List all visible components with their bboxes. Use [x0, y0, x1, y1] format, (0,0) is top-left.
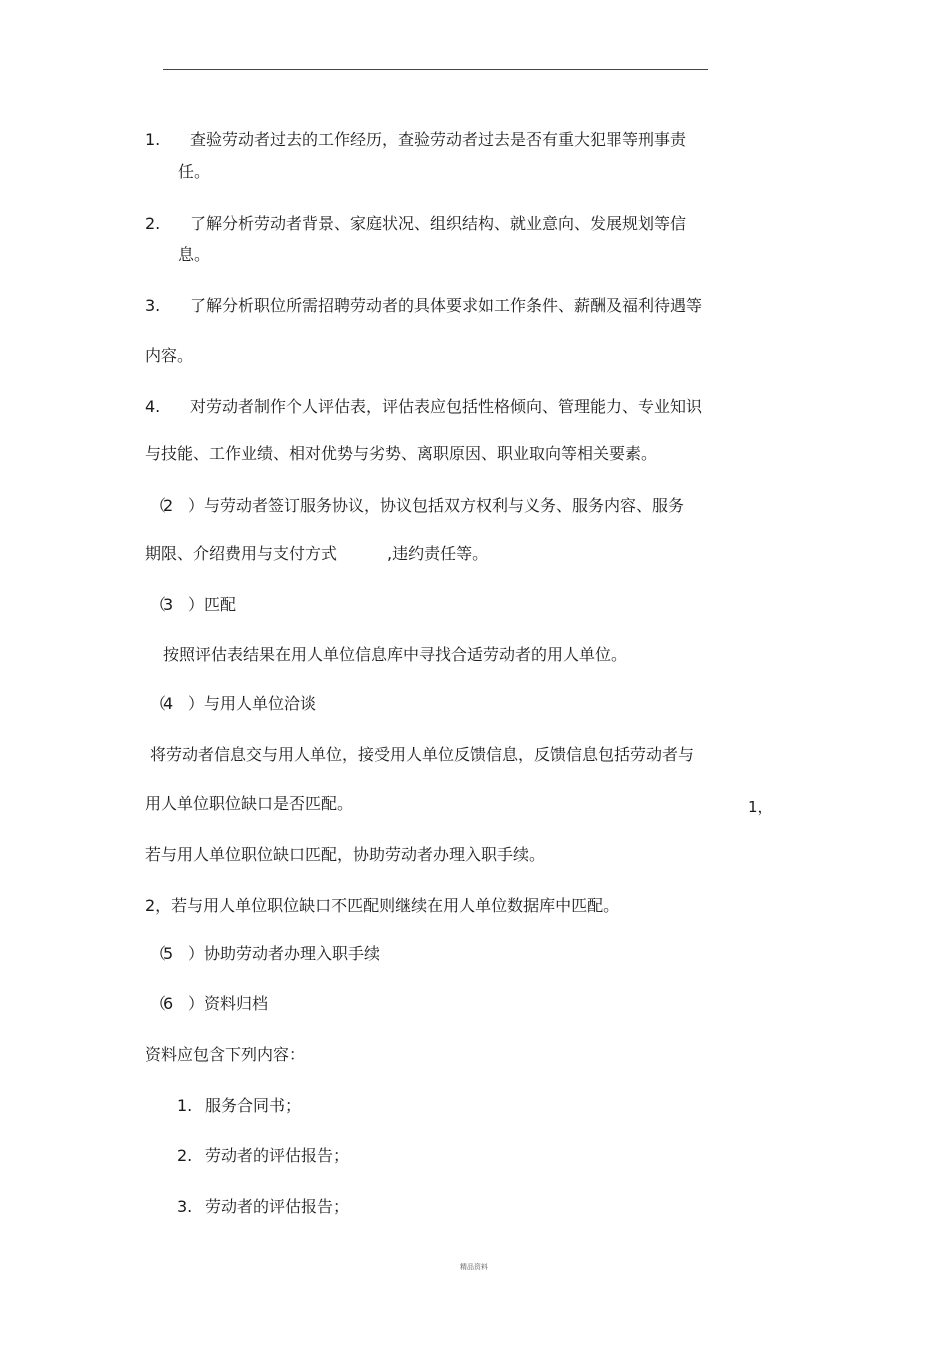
item-2-continuation: 息。 — [178, 245, 211, 264]
item-1 — [145, 130, 686, 150]
step-number: （5 — [150, 944, 171, 963]
item-4-continuation: 与技能、工作业绩、相对优势与劣势、离职原因、职业取向等相关要素。 — [145, 444, 658, 463]
step-text: ）资料归档 — [188, 994, 269, 1013]
step-text: ）协助劳动者办理入职手续 — [188, 944, 381, 963]
step-3 — [150, 595, 236, 615]
item-4 — [145, 397, 702, 417]
step-number: （4 — [150, 694, 171, 713]
step-4-body-1: 将劳动者信息交与用人单位，接受用人单位反馈信息，反馈信息包括劳动者与 — [150, 745, 695, 764]
list-number: 2. — [177, 1146, 193, 1165]
item-1-continuation: 任。 — [178, 162, 211, 181]
archive-item-3 — [177, 1197, 349, 1217]
sub-number: 1， — [748, 798, 773, 816]
step-number: （2 — [150, 496, 171, 515]
item-text: 了解分析劳动者背景、家庭状况、组织结构、就业意向、发展规划等信 — [190, 214, 687, 233]
item-3 — [145, 296, 702, 316]
item-number: 1. — [145, 130, 161, 149]
step-4-body-4: 2，若与用人单位职位缺口不匹配则继续在用人单位数据库中匹配。 — [145, 896, 620, 915]
step-2-continuation-b: ,违约责任等。 — [387, 544, 489, 563]
list-text: 服务合同书； — [205, 1096, 302, 1115]
item-number: 4. — [145, 397, 161, 416]
step-text: ）匹配 — [188, 595, 237, 614]
step-5 — [150, 944, 380, 964]
item-text: 对劳动者制作个人评估表，评估表应包括性格倾向、管理能力、专业知识 — [190, 397, 703, 416]
archive-item-2 — [177, 1146, 349, 1166]
item-number: 2. — [145, 214, 161, 233]
item-2 — [145, 214, 686, 234]
step-4-body-3: 若与用人单位职位缺口匹配，协助劳动者办理入职手续。 — [145, 845, 546, 864]
step-number: （3 — [150, 595, 171, 614]
list-number: 3. — [177, 1197, 193, 1216]
list-text: 劳动者的评估报告； — [205, 1197, 350, 1216]
item-number: 3. — [145, 296, 161, 315]
step-number: （6 — [150, 994, 171, 1013]
step-4-body-2: 用人单位职位缺口是否匹配。 — [145, 794, 354, 813]
list-number: 1. — [177, 1096, 193, 1115]
step-4 — [150, 694, 316, 714]
header-rule — [163, 69, 708, 70]
step-2 — [150, 496, 684, 516]
item-3-continuation: 内容。 — [145, 346, 194, 365]
archive-item-1 — [177, 1096, 301, 1116]
step-2-continuation-a: 期限、介绍费用与支付方式 — [145, 544, 338, 563]
item-text: 查验劳动者过去的工作经历，查验劳动者过去是否有重大犯罪等刑事责 — [190, 130, 687, 149]
list-text: 劳动者的评估报告； — [205, 1146, 350, 1165]
archive-intro: 资料应包含下列内容： — [145, 1045, 306, 1064]
step-text: ）与劳动者签订服务协议，协议包括双方权利与义务、服务内容、服务 — [188, 496, 685, 515]
step-3-body: 按照评估表结果在用人单位信息库中寻找合适劳动者的用人单位。 — [163, 645, 628, 664]
item-text: 了解分析职位所需招聘劳动者的具体要求如工作条件、薪酬及福利待遇等 — [190, 296, 703, 315]
footer-label: 精品资料 — [460, 1263, 488, 1271]
step-6 — [150, 994, 268, 1014]
step-text: ）与用人单位洽谈 — [188, 694, 317, 713]
